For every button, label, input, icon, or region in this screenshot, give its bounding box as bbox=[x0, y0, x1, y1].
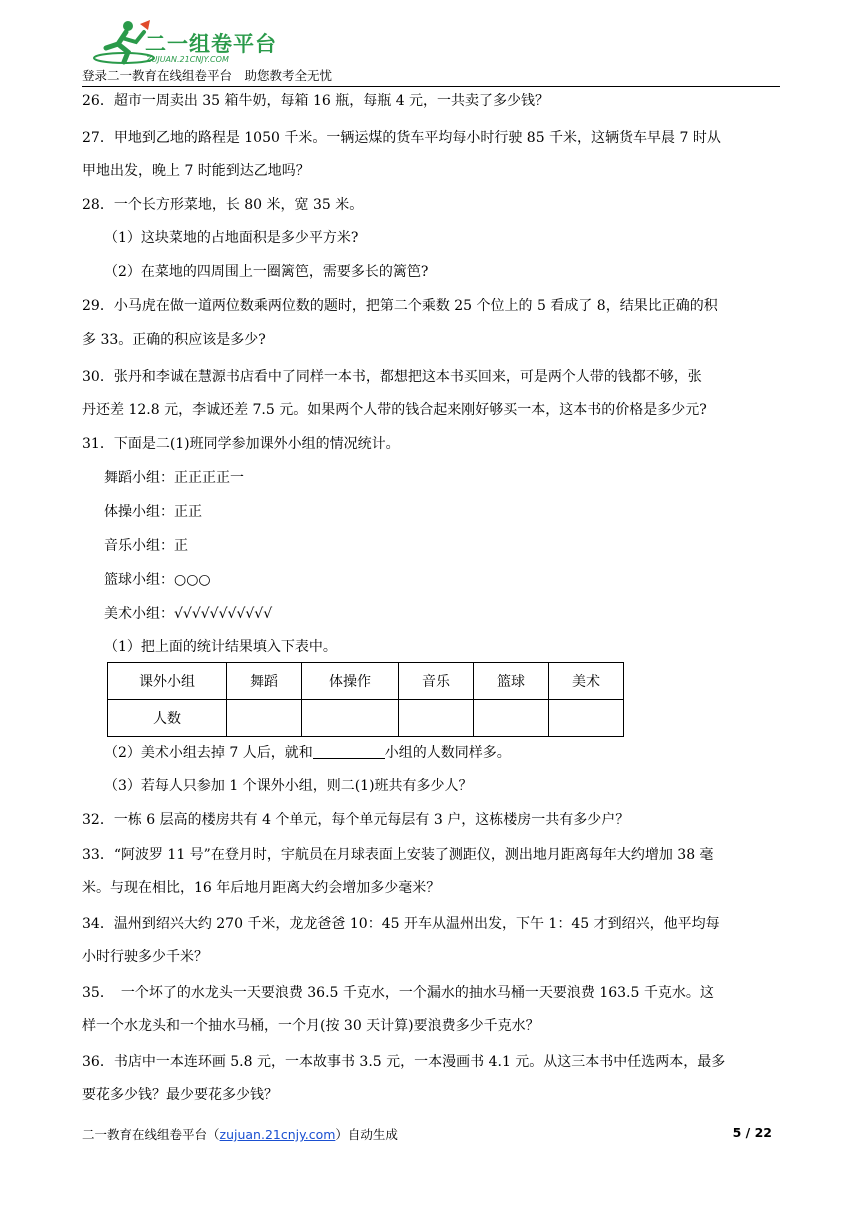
question-29-line-1: 29．小马虎在做一道两位数乘两位数的题时，把第二个乘数 25 个位上的 5 看成了 8，结果比正确的积 bbox=[82, 298, 718, 314]
footer-link[interactable]: zujuan.21cnjy.com bbox=[219, 1127, 336, 1142]
table-answer-cell[interactable] bbox=[302, 700, 399, 737]
table-header-cell: 篮球 bbox=[474, 663, 549, 700]
stats-table bbox=[107, 662, 624, 737]
question-36-line-1: 36．书店中一本连环画 5.8 元，一本故事书 3.5 元，一本漫画书 4.1 元。从这三本书中任选两本，最多 bbox=[82, 1054, 726, 1070]
table-answer-cell[interactable] bbox=[549, 700, 624, 737]
header-divider bbox=[82, 86, 780, 87]
answer-blank[interactable] bbox=[313, 744, 385, 759]
question-30-line-2: 丹还差 12.8 元，李诚还差 7.5 元。如果两个人带的钱合起来刚好够买一本，这本书的价格是多少元? bbox=[82, 402, 707, 418]
question-28: 28．一个长方形菜地，长 80 米，宽 35 米。 bbox=[82, 197, 364, 213]
header-tagline: 登录二一教育在线组卷平台 助您教考全无忧 bbox=[82, 68, 333, 83]
tally-dance: 舞蹈小组：正正正正一 bbox=[104, 470, 244, 486]
table-row bbox=[108, 663, 624, 700]
question-35-line-2: 样一个水龙头和一个抽水马桶，一个月(按 30 天计算)要浪费多少千克水？ bbox=[82, 1018, 540, 1034]
footer-text-pre: 二一教育在线组卷平台（ bbox=[82, 1127, 220, 1142]
tally-art: 美术小组：√√√√√√√√√√√ bbox=[104, 606, 273, 622]
question-31-part-3: （3）若每人只参加 1 个课外小组，则二(1)班共有多少人？ bbox=[104, 778, 473, 794]
tally-music: 音乐小组：正 bbox=[104, 538, 188, 554]
table-header-cell: 课外小组 bbox=[108, 663, 227, 700]
table-answer-cell[interactable] bbox=[474, 700, 549, 737]
question-27-line-1: 27．甲地到乙地的路程是 1050 千米。一辆运煤的货车平均每小时行驶 85 千米，这辆货车早晨 7 时从 bbox=[82, 130, 721, 146]
page-footer bbox=[82, 1125, 772, 1143]
question-29-line-2: 多 33。正确的积应该是多少? bbox=[82, 332, 266, 348]
question-26: 26．超市一周卖出 35 箱牛奶，每箱 16 瓶，每瓶 4 元，一共卖了多少钱？ bbox=[82, 93, 550, 109]
question-31-part-2 bbox=[82, 743, 782, 763]
table-row-label: 人数 bbox=[108, 700, 227, 737]
question-28-part-1: （1）这块菜地的占地面积是多少平方米? bbox=[104, 230, 359, 246]
question-31-part-2-post: 小组的人数同样多。 bbox=[384, 745, 511, 761]
question-33-line-1: 33．“阿波罗 11 号”在登月时，宇航员在月球表面上安装了测距仪，测出地月距离每年大约增加 38 毫 bbox=[82, 847, 714, 863]
question-35-line-1: 35． 一个坏了的水龙头一天要浪费 36.5 千克水，一个漏水的抽水马桶一天要浪费 163.5 千克水。这 bbox=[82, 985, 714, 1001]
question-36-line-2: 要花多少钱？最少要花多少钱？ bbox=[82, 1087, 278, 1103]
tally-gymnastics: 体操小组：正正 bbox=[104, 504, 202, 520]
logo-url: ZUJUAN.21CNJY.COM bbox=[146, 55, 229, 64]
table-row bbox=[108, 700, 624, 737]
question-27-line-2: 甲地出发，晚上 7 时能到达乙地吗？ bbox=[82, 163, 310, 179]
table-answer-cell[interactable] bbox=[399, 700, 474, 737]
question-34-line-2: 小时行驶多少千米？ bbox=[82, 949, 208, 965]
question-32: 32．一栋 6 层高的楼房共有 4 个单元，每个单元每层有 3 户，这栋楼房一共有多少户？ bbox=[82, 812, 630, 828]
table-header-cell: 体操作 bbox=[302, 663, 399, 700]
question-31-part-1: （1）把上面的统计结果填入下表中。 bbox=[104, 639, 337, 655]
question-30-line-1: 30．张丹和李诚在慧源书店看中了同样一本书，都想把这本书买回来，可是两个人带的钱都不够，张 bbox=[82, 369, 702, 385]
question-34-line-1: 34．温州到绍兴大约 270 千米，龙龙爸爸 10：45 开车从温州出发，下午 1：45 才到绍兴，他平均每 bbox=[82, 916, 720, 932]
table-header-cell: 音乐 bbox=[399, 663, 474, 700]
page-number: 5 / 22 bbox=[732, 1125, 772, 1140]
table-answer-cell[interactable] bbox=[227, 700, 302, 737]
question-31: 31．下面是二(1)班同学参加课外小组的情况统计。 bbox=[82, 436, 400, 452]
question-28-part-2: （2）在菜地的四周围上一圈篱笆，需要多长的篱笆? bbox=[104, 264, 429, 280]
table-header-cell: 舞蹈 bbox=[227, 663, 302, 700]
footer-text-post: ）自动生成 bbox=[335, 1127, 398, 1142]
table-header-cell: 美术 bbox=[549, 663, 624, 700]
question-31-part-2-pre: （2）美术小组去掉 7 人后，就和 bbox=[104, 745, 313, 761]
logo-title: 二一组卷平台 bbox=[145, 32, 277, 56]
question-33-line-2: 米。与现在相比，16 年后地月距离大约会增加多少毫米？ bbox=[82, 880, 441, 896]
tally-basketball: 篮球小组：○○○ bbox=[104, 572, 211, 588]
question-list bbox=[82, 90, 782, 1105]
